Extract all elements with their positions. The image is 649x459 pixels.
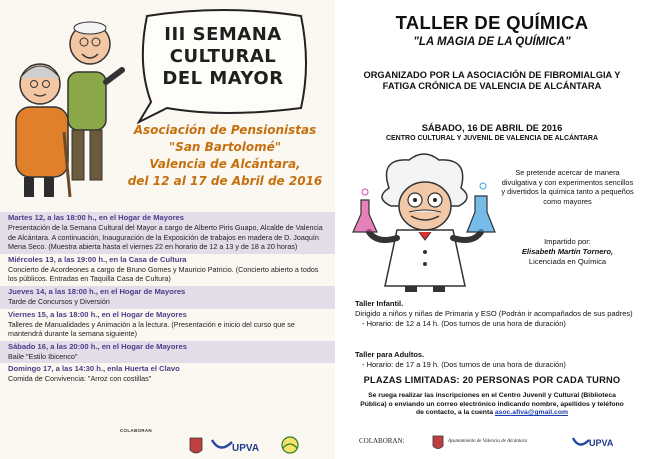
event-heading: Viernes 15, a las 18:00 h., en el Hogar de Mayores [8, 309, 187, 319]
contact-email-link[interactable]: asoc.afiva@gmail.com [494, 409, 569, 417]
event-item [0, 363, 335, 386]
workshop-subtitle: "LA MAGIA DE LA QUÍMICA" [413, 36, 571, 48]
children-workshop [355, 299, 641, 328]
association-town: Valencia de Alcántara, [149, 157, 301, 171]
event-item [0, 341, 335, 364]
event-item [0, 212, 335, 254]
event-heading: Sábado 16, a las 20:00 h., en el Hogar de Mayores [8, 341, 187, 351]
speech-title [148, 24, 298, 90]
association-dates: del 12 al 17 de Abril de 2016 [127, 174, 323, 188]
instructor-name: Elisabeth Martín Tornero, [521, 247, 614, 256]
speech-line: III SEMANA [164, 24, 282, 45]
association-block [120, 122, 330, 190]
event-description: Talleres de Manualidades y Animación a la lectura. (Presentación e inicio del curso que se mantendrá durante la semana siguiente) [8, 319, 295, 339]
event-venue: CENTRO CULTURAL Y JUVENIL DE VALENCIA DE ALCÁNTARA [385, 135, 599, 142]
event-description: Concierto de Acordeones a cargo de Bruno Gomes y Mauricio Patricio. (Concierto abierto a todos los públicos. Entradas en Taquilla Casa de Cultura) [8, 264, 319, 284]
event-item [0, 309, 335, 341]
event-heading: Martes 12, a las 18:00 h., en el Hogar de Mayores [8, 213, 185, 222]
colaboran-label: COLABORAN [120, 428, 152, 433]
association-name: Asociación de Pensionistas [133, 123, 317, 137]
organizer-text: ORGANIZADO POR LA ASOCIACIÓN DE FIBROMIALGIA Y FATIGA CRÓNICA DE VALENCIA DE ALCÁNTARA [363, 70, 621, 91]
right-sponsor-logos [335, 430, 649, 454]
partner-logo-icon [282, 437, 298, 453]
elderly-couple-illustration [10, 12, 128, 202]
instructor-block [500, 237, 635, 267]
workshop-title: TALLER DE QUÍMICA [395, 12, 589, 33]
speech-line: CULTURAL [169, 46, 277, 67]
children-workshop-title: Taller Infantil. [355, 299, 404, 308]
children-workshop-hours: - Horario: de 12 a 14 h. (Dos turnos de una hora de duración) [362, 318, 566, 328]
event-date: SÁBADO, 16 DE ABRIL DE 2016 [421, 123, 563, 133]
registration-text: Se ruega realizar las inscripciones en el Centro Juvenil y Cultural (Biblioteca Pública) o enviando un correo electrónico indicando nombre, apellidos y teléfono de contacto, a la cuenta [360, 392, 624, 417]
upva-logo-icon [573, 438, 589, 445]
upva-logo-icon [212, 440, 232, 448]
instructor-label: Impartido por: [544, 237, 591, 246]
event-heading: Miércoles 13, a las 19:00 h., en la Casa de Cultura [8, 254, 187, 264]
event-description: Tarde de Concursos y Diversión [8, 296, 110, 306]
adult-workshop-hours: - Horario: de 17 a 19 h. (Dos turnos de una hora de duración) [362, 359, 566, 369]
adult-workshop [355, 350, 641, 370]
town-crest-icon [190, 438, 202, 453]
sponsor-logos [0, 434, 335, 459]
registration-note [357, 392, 627, 418]
workshop-intro: Se pretende acercar de manera divulgativa y con experimentos sencillos y divertidos la química tanto a pequeños como mayores [501, 168, 634, 206]
town-crest-icon [433, 436, 443, 449]
event-description: Presentación de la Semana Cultural del Mayor a cargo de Alberto Piris Guapo, Alcalde de Valencia de Alcántara. A continuación, Inauguración de la Exposición de trabajos en madera de D. Joaquín Mena Seco. (Muestra abierta hasta el viernes 22 en horario de 12 a 13 y de 18 a 20 horas) [8, 223, 323, 252]
limited-places: PLAZAS LIMITADAS: 20 PERSONAS POR CADA TURNO [363, 375, 621, 385]
adult-workshop-title: Taller para Adultos. [355, 350, 425, 359]
event-item [0, 254, 335, 286]
association-nickname: "San Bartolomé" [168, 140, 282, 154]
right-flyer [335, 0, 649, 459]
event-item [0, 286, 335, 309]
colaboran-label: COLABORAN: [359, 437, 405, 445]
scientist-illustration [349, 148, 499, 293]
upva-logo-text: UPVA [589, 438, 614, 448]
event-heading: Jueves 14, a las 18:00 h., en el Hogar de Mayores [8, 286, 186, 296]
event-description: Baile "Estilo Ibicenco" [8, 351, 78, 361]
upva-logo-text: UPVA [232, 443, 260, 454]
event-description: Comida de Convivencia: "Arroz con costillas" [8, 374, 152, 384]
speech-line: DEL MAYOR [162, 68, 284, 89]
instructor-title: Licenciada en Química [528, 257, 607, 266]
event-schedule [0, 212, 335, 434]
children-workshop-desc: Dirigido a niños y niñas de Primaria y ESO (Podrán ir acompañados de sus padres) [355, 308, 633, 318]
event-heading: Domingo 17, a las 14:30 h., enla Huerta el Clavo [8, 364, 180, 374]
ayuntamiento-label: Ayuntamiento de Valencia de Alcántara [448, 439, 528, 444]
